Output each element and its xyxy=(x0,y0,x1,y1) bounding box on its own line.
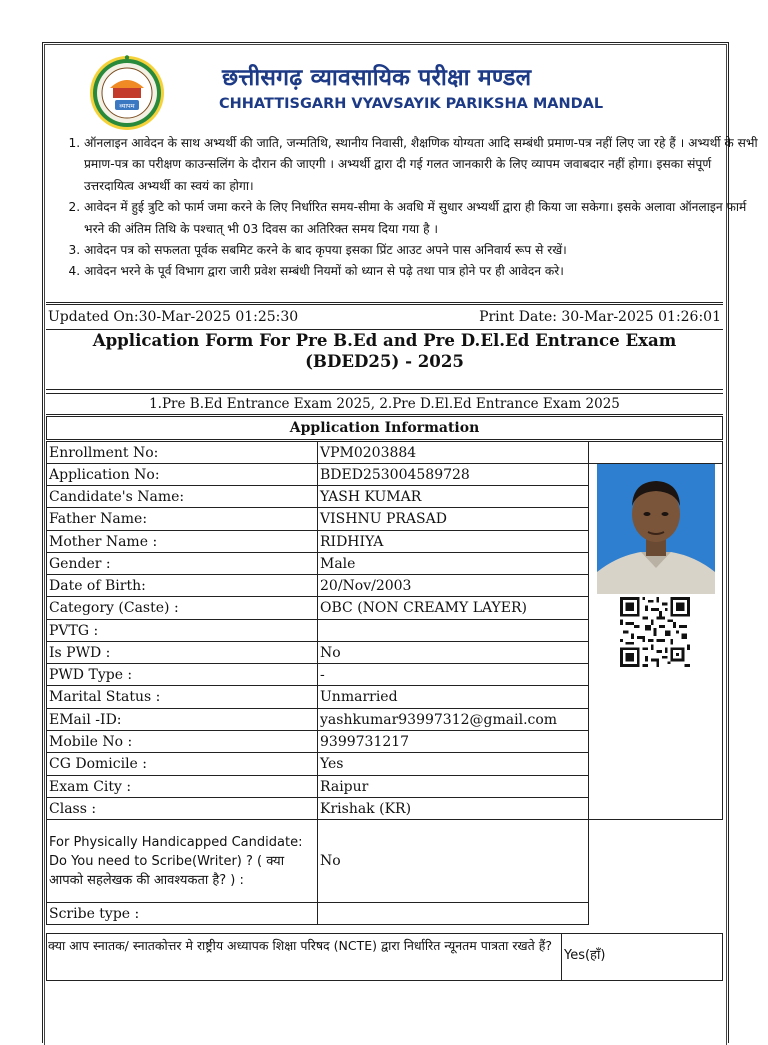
empty-cell xyxy=(589,903,723,925)
scribe-type-value xyxy=(318,903,589,925)
field-value: Krishak (KR) xyxy=(318,798,589,820)
field-label: PVTG : xyxy=(47,620,318,642)
field-label: Class : xyxy=(47,798,318,820)
field-value: - xyxy=(318,664,589,686)
field-value xyxy=(318,620,589,642)
form-title: Application Form For Pre B.Ed and Pre D.El.Ed Entrance Exam (BDED25) - 2025 xyxy=(46,328,723,390)
photo-cell-top xyxy=(589,442,723,464)
ncte-question: क्या आप स्नातक/ स्नातकोत्तर मे राष्ट्रीय अध्यापक शिक्षा परिषद (NCTE) द्वारा निर्धारित न्यूनतम पात्रता रखते हैं? xyxy=(48,938,553,953)
field-value: 20/Nov/2003 xyxy=(318,575,589,597)
instructions-list xyxy=(50,133,760,283)
field-value: OBC (NON CREAMY LAYER) xyxy=(318,597,589,620)
field-value: Raipur xyxy=(318,776,589,798)
qr-code xyxy=(620,597,690,667)
field-value: VISHNU PRASAD xyxy=(318,508,589,531)
field-label: Enrollment No: xyxy=(47,442,318,464)
table-row xyxy=(47,820,723,903)
date-line xyxy=(46,304,723,330)
field-label: Mother Name : xyxy=(47,531,318,553)
field-value: YASH KUMAR xyxy=(318,486,589,508)
field-label: Father Name: xyxy=(47,508,318,531)
empty-cell xyxy=(589,820,723,903)
org-title-hindi: छत्तीसगढ़ व्यावसायिक परीक्षा मण्डल xyxy=(222,65,532,91)
org-title-english: CHHATTISGARH VYAVSAYIK PARIKSHA MANDAL xyxy=(219,96,604,112)
instruction-item: 4. आवेदन भरने के पूर्व विभाग द्वारा जारी प्रवेश सम्बंधी नियमों को ध्यान से पढ़े तथा पात्र होने पर ही आवेदन करे। xyxy=(84,261,760,282)
instruction-item: 2. आवेदन में हुई त्रुटि को फार्म जमा करने के लिए निर्धारित समय-सीमा के अवधि में सुधार अभ्यर्थी द्वारा ही किया जा सकेगा। इसके अलावा ऑनलाइन फार्म भरने की अंतिम तिथि के पश्चात् भी 03 दिवस का अतिरिक्त समय दिया गया है । xyxy=(84,197,760,240)
print-date: Print Date: 30-Mar-2025 01:26:01 xyxy=(479,309,721,325)
field-label: PWD Type : xyxy=(47,664,318,686)
ncte-answer: Yes(हाँ) xyxy=(561,934,724,980)
field-value: No xyxy=(318,642,589,664)
scribe-type-label: Scribe type : xyxy=(47,903,318,925)
section-title: Application Information xyxy=(46,416,723,440)
field-value: Yes xyxy=(318,753,589,776)
candidate-photo xyxy=(597,464,715,594)
field-label: Candidate's Name: xyxy=(47,486,318,508)
field-value: Male xyxy=(318,553,589,575)
field-value: BDED253004589728 xyxy=(318,464,589,486)
field-label: Category (Caste) : xyxy=(47,597,318,620)
field-value: VPM0203884 xyxy=(318,442,589,464)
field-value: RIDHIYA xyxy=(318,531,589,553)
ncte-eligibility-row xyxy=(46,933,723,981)
exam-list: 1.Pre B.Ed Entrance Exam 2025, 2.Pre D.El.Ed Entrance Exam 2025 xyxy=(46,393,723,415)
field-label: Exam City : xyxy=(47,776,318,798)
logo-text: व्यापम xyxy=(119,102,135,110)
field-label: CG Domicile : xyxy=(47,753,318,776)
field-label: Mobile No : xyxy=(47,731,318,753)
field-value: 9399731217 xyxy=(318,731,589,753)
field-label: Date of Birth: xyxy=(47,575,318,597)
table-row xyxy=(47,442,723,464)
vyapam-logo xyxy=(88,54,166,132)
field-label: Application No: xyxy=(47,464,318,486)
updated-on: Updated On:30-Mar-2025 01:25:30 xyxy=(48,309,299,325)
table-row xyxy=(47,903,723,925)
instruction-item: 1. ऑनलाइन आवेदन के साथ अभ्यर्थी की जाति, जन्मतिथि, स्थानीय निवासी, शैक्षणिक योग्यता आदि सम्बंधी प्रमाण-पत्र नहीं लिए जा रहे हैं । अभ्यर्थी के सभी प्रमाण-पत्र का परीक्षण काउन्सलिंग के दौरान की जाएगी । अभ्यर्थी द्वारा दी गई गलत जानकारी के लिए व्यापम जवाबदार नहीं होगा। इसका संपूर्ण उत्तरदायित्व अभ्यर्थी का स्वयं का होगा। xyxy=(84,133,760,197)
field-label: Is PWD : xyxy=(47,642,318,664)
field-label: Marital Status : xyxy=(47,686,318,709)
scribe-question-label: For Physically Handicapped Candidate: Do You need to Scribe(Writer) ? ( क्या आपको सहलेखक की आवश्यकता है? ) : xyxy=(47,820,318,903)
field-value: yashkumar93997312@gmail.com xyxy=(318,709,589,731)
instruction-item: 3. आवेदन पत्र को सफलता पूर्वक सबमिट करने के बाद कृपया इसका प्रिंट आउट अपने पास अनिवार्य रूप से रखें। xyxy=(84,240,760,261)
field-label: Gender : xyxy=(47,553,318,575)
field-value: Unmarried xyxy=(318,686,589,709)
scribe-question-value: No xyxy=(318,820,589,903)
field-label: EMail -ID: xyxy=(47,709,318,731)
